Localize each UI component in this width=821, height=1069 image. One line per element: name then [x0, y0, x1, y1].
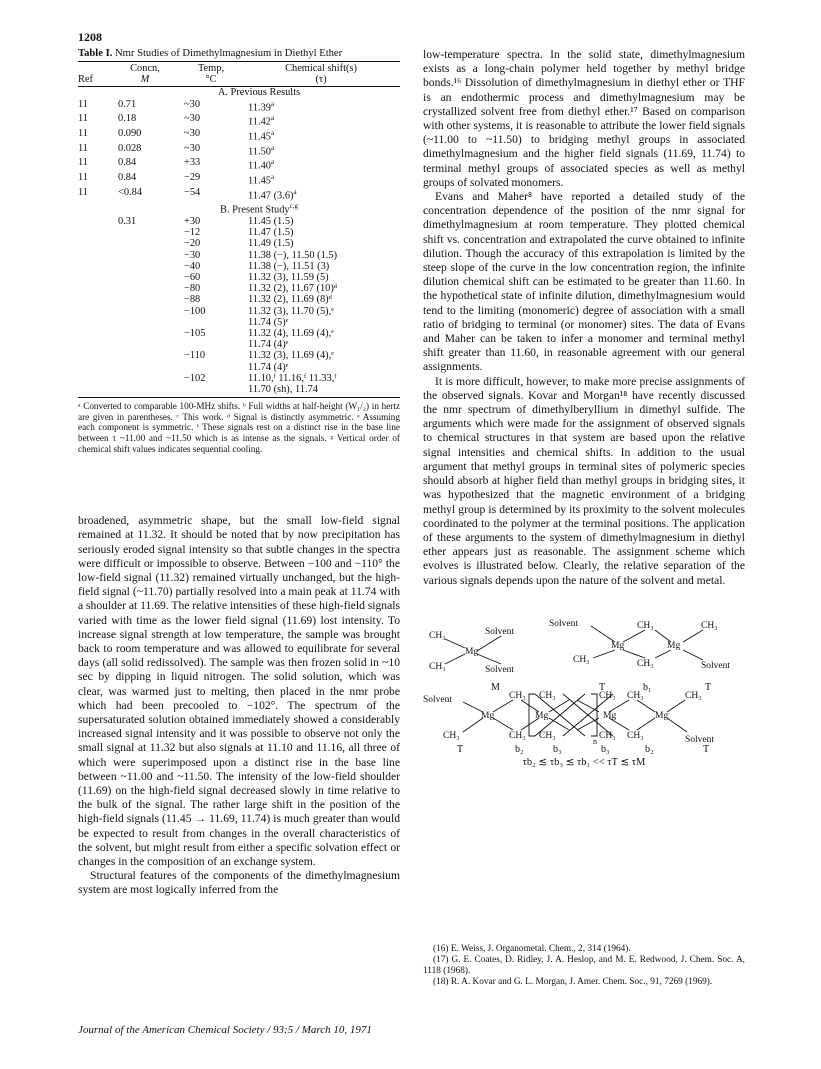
section-b-marks: c,g	[289, 202, 298, 211]
cell-conc	[110, 250, 180, 261]
cell-ref	[78, 350, 110, 361]
journal-footer: Journal of the American Chemical Society / 93:5 / March 10, 1971	[78, 1024, 372, 1036]
right-paragraph-1: low-temperature spectra. In the solid state, dimethylmagnesium exists as a long-chain polymer held together by methyl bridge bonds.¹⁶ Dissolution of dimethylmagnesium in diethyl ether or THF is an endothermic process and dimethylmagnesium may be crystallized solvent free from diethyl ether.¹⁷ Based on comparison with other systems, it is reasonable to attribute the lower field signals (~11.00 to ~11.50) to bridging methyl groups in associated dimethylmagnesium and the higher field signals (11.69, 11.74) to terminal methyl groups of associated species as well as methyl groups of solvated monomers.	[423, 48, 745, 189]
table-row	[78, 272, 400, 283]
scheme-label-top-0: M	[491, 681, 500, 693]
cell-shift: 11.74 (5)ᵉ	[248, 316, 289, 328]
table-section-b	[78, 201, 400, 397]
cell-ref: 11	[78, 98, 89, 110]
svg-text:CH₃: CH₃	[599, 730, 616, 741]
cell-temp: −40	[184, 260, 201, 272]
scheme-solvent: Solvent	[485, 626, 515, 637]
table-row	[78, 113, 400, 128]
cell-shift: 11.32 (3), 11.70 (5),ᵉ	[248, 305, 334, 317]
svg-text:CH₃: CH₃	[443, 730, 460, 741]
footnote-mark: a	[271, 172, 275, 181]
cell-ref: 11	[78, 186, 89, 198]
scheme-ordering: τb₂ ≲ τb₃ ≲ τb₁ << τT ≲ τM	[522, 756, 646, 768]
cell-conc: <0.84	[118, 186, 143, 198]
cell-conc: 0.31	[118, 215, 137, 227]
table-row	[78, 339, 400, 350]
cell-conc	[110, 339, 180, 350]
cell-conc	[110, 373, 180, 384]
cell-ref	[78, 250, 110, 261]
svg-text:CH₃: CH₃	[701, 620, 718, 631]
svg-text:Mg: Mg	[603, 710, 617, 721]
scheme-label-top-1: T	[599, 681, 606, 693]
header-temp-unit: °C	[180, 74, 242, 87]
cell-ref: 11	[78, 157, 89, 169]
cell-temp	[180, 317, 242, 328]
scheme-label-bottom-4: b₂	[645, 743, 654, 754]
header-conc: Concn,	[110, 62, 180, 75]
left-paragraph-2: Structural features of the components of the dimethylmagnesium system are most logically inferred from the	[78, 869, 400, 897]
assignment-scheme	[423, 614, 745, 754]
cell-conc	[110, 294, 180, 305]
table-section-a	[78, 87, 400, 201]
cell-ref	[78, 227, 110, 238]
table-caption-text: Nmr Studies of Dimethylmagnesium in Diethyl Ether	[115, 48, 343, 59]
table-row	[78, 362, 400, 373]
table-row	[78, 99, 400, 114]
left-paragraph-1: broadened, asymmetric shape, but the small low-field signal remained at 11.32. It should be noted that by now precipitation has seriously eroded signal intensity so that subtle changes in the spectra were difficult or impossible to observe. Between −100 and −110° the low-field signal (11.32) remained virtually unchanged, but the high-field signal (~11.70) partially resolved into a main peak at 11.74 with a shoulder at 11.69. The relative intensities of these high-field signals varied with time as the lower field signal (11.69) lost intensity. To increase signal strength at low temperature, the sample was brought back to room temperature and was allowed to equilibrate for several days (all solid redissolved). The sample was then frozen solid in ~10 sec by dipping in liquid nitrogen. The solid solution, which was clear, was warmed just to melting, then placed in the nmr probe which had been precooled to −102°. The spectrum of the supersaturated solution obtained immediately showed a considerably increased signal intensity and it was possible to observe not only the small signal at 11.32 but also signals at 11.10 and 11.16, all three of which were superimposed upon a distinct rise in the base line between ~11.00 and ~11.50. The intensity of the low-field shoulder (11.69) on the high-field signal decreased slowly in time relative to the bulk of the signal. The rather large shift in the position of the high-field signals (11.45 → 11.69, 11.74) is much greater than would be expected to result from changes in the overall characteristics of the solvent, but might result from either a specific solvation effect or changes in the composition of an exchange system.	[78, 514, 400, 869]
cell-conc	[110, 261, 180, 272]
cell-shift: 11.32 (4), 11.69 (4),ᵉ	[248, 328, 334, 340]
table-row	[78, 250, 400, 261]
cell-ref	[78, 283, 110, 294]
reference-18: (18) R. A. Kovar and G. L. Morgan, J. Amer. Chem. Soc., 91, 7269 (1969).	[433, 977, 713, 987]
cell-ref	[78, 339, 110, 350]
table-row	[78, 157, 400, 172]
nmr-table	[78, 61, 400, 398]
table-row	[78, 283, 400, 294]
svg-text:CH₃: CH₃	[637, 620, 654, 631]
cell-ref	[78, 294, 110, 305]
scheme-diagram	[423, 614, 745, 754]
cell-shift: 11.38 (−), 11.51 (3)	[248, 260, 330, 272]
cell-ref: 11	[78, 142, 89, 154]
cell-temp: −54	[184, 186, 201, 198]
cell-temp: ~30	[184, 127, 201, 139]
cell-shift: 11.74 (4)ᵉ	[248, 339, 289, 351]
cell-conc	[110, 283, 180, 294]
svg-text:CH₃: CH₃	[509, 730, 526, 741]
cell-conc: 0.84	[118, 157, 137, 169]
scheme-label-bottom-3: b₃	[601, 743, 610, 754]
cell-conc: 0.71	[118, 98, 137, 110]
cell-ref: 11	[78, 171, 89, 183]
footnote-mark: a	[271, 128, 275, 137]
svg-text:Solvent: Solvent	[701, 660, 731, 671]
svg-text:CH₃: CH₃	[685, 690, 702, 701]
table-row	[78, 317, 400, 328]
cell-ref: 11	[78, 127, 89, 139]
svg-text:Solvent: Solvent	[549, 618, 579, 629]
svg-text:Mg: Mg	[611, 640, 625, 651]
cell-temp: −105	[184, 328, 206, 340]
table-row	[78, 238, 400, 249]
scheme-label-top-3: T	[705, 681, 712, 693]
cell-shift: 11.47 (1.5)	[248, 227, 294, 239]
section-b-text: B. Present Study	[220, 204, 290, 216]
cell-temp: −29	[184, 171, 201, 183]
cell-conc	[110, 350, 180, 361]
svg-text:Solvent: Solvent	[423, 694, 453, 705]
svg-text:Mg: Mg	[655, 710, 669, 721]
cell-shift: 11.32 (3), 11.69 (4),ᵉ	[248, 350, 334, 362]
table-caption	[78, 48, 400, 59]
cell-shift: 11.50$^a$	[248, 143, 275, 158]
cell-temp: ~30	[184, 113, 201, 125]
cell-temp: −102	[184, 372, 206, 384]
cell-shift: 11.45 (1.5)	[248, 215, 294, 227]
header-conc-unit: M	[110, 74, 180, 87]
right-paragraph-2: Evans and Maher⁸ have reported a detailed study of the concentration dependence of the position of the nmr signal for dimethylmagnesium at room temperature. They plotted chemical shift vs. concentration and extrapolated the curve obtained to infinite dilution. Though the accuracy of this extrapolation is limited by the steep slope of the curve in the low concentration region, the infinite dilution chemical shift can be estimated to be greater than 11.60. In the hypothetical state of infinite dilution, dimethylmagnesium would tend to the limiting (monomeric) degree of association with a small ratio of bridging to terminal (or monomer) sites. The data of Evans and Maher can be taken to infer a monomer and terminal methyl shift greater than 11.60, in reasonable agreement with our general assignments.	[423, 190, 745, 374]
cell-shift: 11.38 (−), 11.50 (1.5)	[248, 249, 338, 261]
cell-shift: 11.10,ᶠ 11.16,ᶠ 11.33,ᶠ	[248, 372, 337, 384]
svg-text:Solvent: Solvent	[485, 664, 515, 675]
cell-shift: 11.32 (2), 11.69 (8)ᵈ	[248, 294, 332, 306]
cell-shift: 11.49 (1.5)	[248, 238, 294, 250]
cell-shift: 11.40$^a$	[248, 158, 275, 172]
cell-ref	[78, 216, 110, 227]
reference-16: (16) E. Weiss, J. Organometal. Chem., 2, 314 (1964).	[433, 944, 631, 954]
cell-shift: 11.74 (4)ᵉ	[248, 361, 289, 373]
table-row	[78, 128, 400, 143]
svg-text:CH₃: CH₃	[429, 661, 446, 672]
header-temp: Temp,	[180, 62, 242, 75]
section-b-title	[78, 201, 400, 216]
cell-temp: −60	[184, 272, 201, 283]
table-row	[78, 227, 400, 238]
svg-text:CH₃: CH₃	[539, 690, 556, 701]
cell-ref	[78, 272, 110, 283]
cell-conc	[110, 272, 180, 283]
cell-temp: −100	[184, 305, 206, 317]
svg-text:CH₃: CH₃	[627, 730, 644, 741]
cell-temp: −88	[184, 294, 201, 306]
scheme-label-bottom-5: T	[703, 743, 710, 754]
cell-temp: −12	[184, 227, 201, 239]
cell-conc	[110, 238, 180, 249]
header-shift: Chemical shift(s)	[242, 62, 400, 75]
cell-ref	[78, 306, 110, 317]
cell-conc: 0.18	[118, 113, 137, 125]
svg-text:Mg: Mg	[535, 710, 549, 721]
table-row	[78, 384, 400, 398]
cell-temp	[180, 384, 242, 398]
cell-conc: 0.84	[118, 171, 137, 183]
cell-temp: +33	[184, 157, 201, 169]
cell-conc	[110, 362, 180, 373]
cell-shift: 11.39$^a$	[248, 99, 275, 114]
scheme-n: n	[593, 736, 597, 746]
cell-conc	[110, 384, 180, 398]
cell-temp: ~30	[184, 98, 201, 110]
cell-ref	[78, 261, 110, 272]
cell-ref	[78, 373, 110, 384]
table-row	[78, 373, 400, 384]
svg-text:CH₃: CH₃	[637, 658, 654, 669]
cell-temp: ~30	[184, 142, 201, 154]
svg-text:Solvent: Solvent	[685, 734, 715, 745]
cell-ref	[78, 317, 110, 328]
table-footnotes: ᵃ Converted to comparable 100-MHz shifts. ᵇ Full widths at half-height (W₁/₂) in hertz are given in parentheses. ᶜ This work. ᵈ Signal is distinctly asymmetric. ᵉ Assuming each component is symmetric. ᶠ These signals rest on a distinct rise in the base line between τ ~11.00 and ~11.50 which is as intense as the signals. ᵍ Vertical order of chemical shift values indicates sequential cooling.	[78, 401, 400, 454]
cell-temp: −80	[184, 283, 201, 295]
table-caption-label: Table I.	[78, 48, 113, 59]
cell-conc	[110, 317, 180, 328]
table-row	[78, 328, 400, 339]
scheme-ch3: CH₃	[429, 630, 446, 641]
page-number: 1208	[78, 30, 102, 44]
cell-conc	[110, 328, 180, 339]
cell-temp: −30	[184, 249, 201, 261]
cell-shift: 11.42$^a$	[248, 114, 275, 128]
footnote-mark: a	[271, 158, 275, 167]
cell-temp	[180, 339, 242, 350]
svg-text:CH₃: CH₃	[599, 690, 616, 701]
reference-17: (17) G. E. Coates, D. Ridley, J. A. Heslop, and M. E. Redwood, J. Chem. Soc. A, 1118 (1968).	[423, 955, 745, 976]
cell-conc: 0.090	[118, 127, 142, 139]
left-column	[78, 48, 400, 898]
right-column	[423, 48, 745, 768]
cell-ref	[78, 362, 110, 373]
cell-shift: 11.47 $(3.6)^a$	[248, 187, 297, 202]
cell-ref	[78, 384, 110, 398]
cell-shift: 11.32 (3), 11.59 (5)	[248, 272, 329, 283]
footnote-mark: a	[271, 99, 275, 108]
references	[423, 944, 745, 988]
cell-shift: 11.45$^a$	[248, 172, 275, 187]
svg-text:CH₃: CH₃	[539, 730, 556, 741]
svg-text:CH₃: CH₃	[627, 690, 644, 701]
footnote-mark: a	[271, 114, 275, 123]
cell-shift: 11.32 (2), 11.67 (10)ᵈ	[248, 283, 338, 295]
header-shift-unit: (τ)	[242, 74, 400, 87]
cell-shift: 11.70 (sh), 11.74	[242, 384, 400, 398]
header-ref: Ref	[78, 74, 110, 87]
scheme-label-top-2: b₁	[643, 681, 652, 693]
cell-conc	[110, 306, 180, 317]
right-paragraph-3: It is more difficult, however, to make more precise assignments of the observed signals. Kovar and Morgan¹⁸ have recently discussed the nmr spectrum of dimethylberyllium in dimethyl sulfide. The arguments which were made for the assignment of observed signals to chemical structures in that system are based upon the relative signal intensities and chemical shifts. In addition to the usual argument that methyl groups in terminal sites of polymeric species should absorb at higher field than methyl groups in bridging sites, it was hypothesized that the magnetic environment of a bridging methyl group is determined by its proximity to the solvent molecules coordinated to the polymer at the terminal positions. The application of these arguments to the system of dimethylmagnesium in diethyl ether appears just as reasonable. The assignment scheme which evolves is illustrated below. Clearly, the relative separation of the various signals depends upon the nature of the solvent and metal.	[423, 374, 745, 587]
cell-temp: −110	[184, 350, 206, 362]
svg-text:Mg: Mg	[481, 710, 495, 721]
svg-text:Mg: Mg	[667, 640, 681, 651]
section-a-title: A. Previous Results	[217, 87, 301, 99]
table-row	[78, 306, 400, 317]
footnote-mark: a	[271, 143, 275, 152]
scheme-label-bottom-1: b₂	[515, 743, 524, 754]
cell-conc: 0.028	[118, 142, 142, 154]
cell-temp	[180, 362, 242, 373]
table-row	[78, 294, 400, 305]
scheme-label-bottom-0: T	[457, 743, 464, 754]
cell-shift: 11.45$^a$	[248, 128, 275, 143]
table-row	[78, 216, 400, 227]
cell-temp: +30	[184, 215, 201, 227]
svg-text:CH₃: CH₃	[573, 654, 590, 665]
table-row	[78, 350, 400, 361]
cell-ref	[78, 238, 110, 249]
table-row	[78, 261, 400, 272]
scheme-label-bottom-2: b₃	[553, 743, 562, 754]
table-row	[78, 187, 400, 202]
cell-conc	[110, 227, 180, 238]
table-row	[78, 143, 400, 158]
cell-temp: −20	[184, 238, 201, 250]
svg-text:CH₃: CH₃	[509, 690, 526, 701]
cell-ref: 11	[78, 113, 89, 125]
svg-text:Mg: Mg	[465, 646, 479, 657]
table-row	[78, 172, 400, 187]
footnote-mark: a	[293, 187, 297, 196]
cell-ref	[78, 328, 110, 339]
